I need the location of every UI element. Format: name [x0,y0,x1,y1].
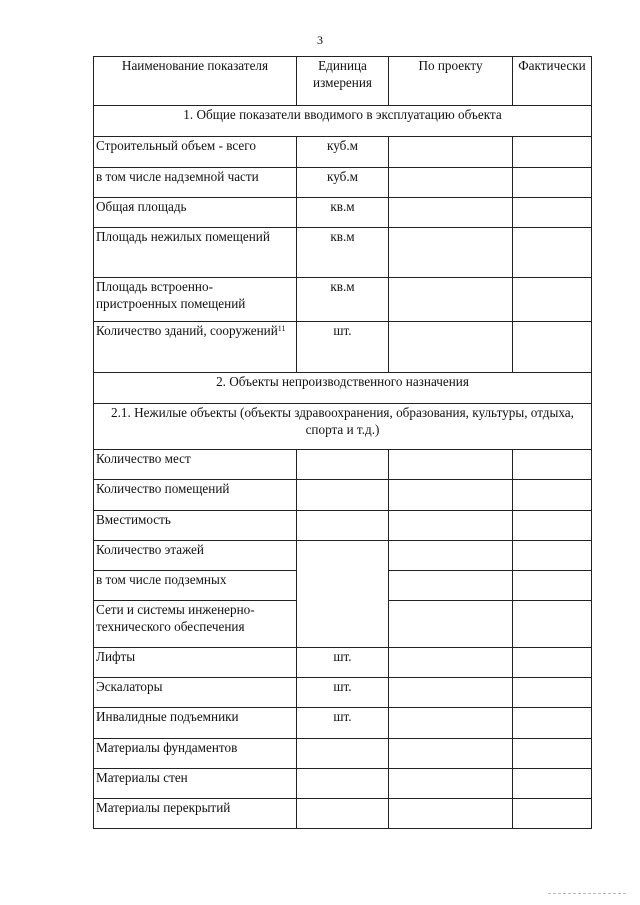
footnote-marker: 11 [277,324,286,333]
row-unit: шт. [297,322,389,373]
project-cell [389,648,513,678]
row-name: Инвалидные подъемники [94,708,297,739]
project-cell [389,228,513,278]
row-unit [297,769,389,799]
row-name: Общая площадь [94,198,297,228]
project-cell [389,708,513,739]
table-row [94,450,592,480]
row-unit: шт. [297,708,389,739]
project-cell [389,571,513,601]
project-cell [389,769,513,799]
row-name: Количество этажей [94,541,297,571]
table-row [94,322,592,373]
actual-cell [513,769,592,799]
project-cell [389,137,513,168]
project-cell [389,799,513,829]
row-name: Площадь нежилых помещений [94,228,297,278]
table-header-row [94,57,592,106]
table-row [94,228,592,278]
row-name: Площадь встроенно-пристроенных помещений [94,278,297,322]
table-row [94,708,592,739]
table-row [94,480,592,511]
actual-cell [513,511,592,541]
header-actual: Фактически [513,57,592,106]
row-name: Эскалаторы [94,678,297,708]
table-row [94,137,592,168]
project-cell [389,450,513,480]
section-1-title: 1. Общие показатели вводимого в эксплуатацию объекта [94,106,592,137]
row-unit [297,511,389,541]
table-row [94,769,592,799]
table-row [94,198,592,228]
section-1-row [94,106,592,137]
project-cell [389,198,513,228]
table-row [94,739,592,769]
row-name: Вместимость [94,511,297,541]
indicators-table [93,56,592,829]
actual-cell [513,739,592,769]
row-unit [297,480,389,511]
row-unit: куб.м [297,168,389,198]
project-cell [389,739,513,769]
actual-cell [513,322,592,373]
row-name: Лифты [94,648,297,678]
section-2-1-title: 2.1. Нежилые объекты (объекты здравоохранения, образования, культуры, отдыха, спорта и т.д.) [94,404,592,450]
actual-cell [513,278,592,322]
actual-cell [513,601,592,648]
table-row [94,278,592,322]
actual-cell [513,799,592,829]
actual-cell [513,228,592,278]
table-row [94,799,592,829]
row-name [94,322,297,373]
row-name: Количество помещений [94,480,297,511]
row-name: в том числе подземных [94,571,297,601]
actual-cell [513,708,592,739]
row-unit: шт. [297,648,389,678]
project-cell [389,322,513,373]
row-name: Количество мест [94,450,297,480]
header-name: Наименование показателя [94,57,297,106]
actual-cell [513,571,592,601]
section-2-title: 2. Объекты непроизводственного назначения [94,373,592,404]
row-unit [297,799,389,829]
row-name: в том числе надземной части [94,168,297,198]
row-unit: шт. [297,678,389,708]
header-unit: Единица измерения [297,57,389,106]
section-2-row [94,373,592,404]
row-name: Строительный объем - всего [94,137,297,168]
actual-cell [513,450,592,480]
project-cell [389,678,513,708]
row-name: Материалы фундаментов [94,739,297,769]
row-name: Сети и системы инженерно-технического обеспечения [94,601,297,648]
project-cell [389,168,513,198]
section-2-1-row [94,404,592,450]
row-unit [297,739,389,769]
actual-cell [513,480,592,511]
actual-cell [513,541,592,571]
actual-cell [513,648,592,678]
row-unit: кв.м [297,228,389,278]
actual-cell [513,137,592,168]
row-name-text: Количество зданий, сооружений [96,323,278,338]
table-row [94,678,592,708]
scan-footer-mark [548,893,626,898]
project-cell [389,601,513,648]
table-row [94,168,592,198]
row-unit: куб.м [297,137,389,168]
table-row [94,511,592,541]
row-unit: кв.м [297,198,389,228]
table-row [94,648,592,678]
actual-cell [513,678,592,708]
row-name: Материалы перекрытий [94,799,297,829]
actual-cell [513,198,592,228]
table-row [94,541,592,571]
project-cell [389,511,513,541]
row-name: Материалы стен [94,769,297,799]
project-cell [389,480,513,511]
actual-cell [513,168,592,198]
row-unit [297,450,389,480]
project-cell [389,278,513,322]
header-project: По проекту [389,57,513,106]
project-cell [389,541,513,571]
page-number: 3 [317,33,323,47]
row-unit [297,541,389,648]
row-unit: кв.м [297,278,389,322]
